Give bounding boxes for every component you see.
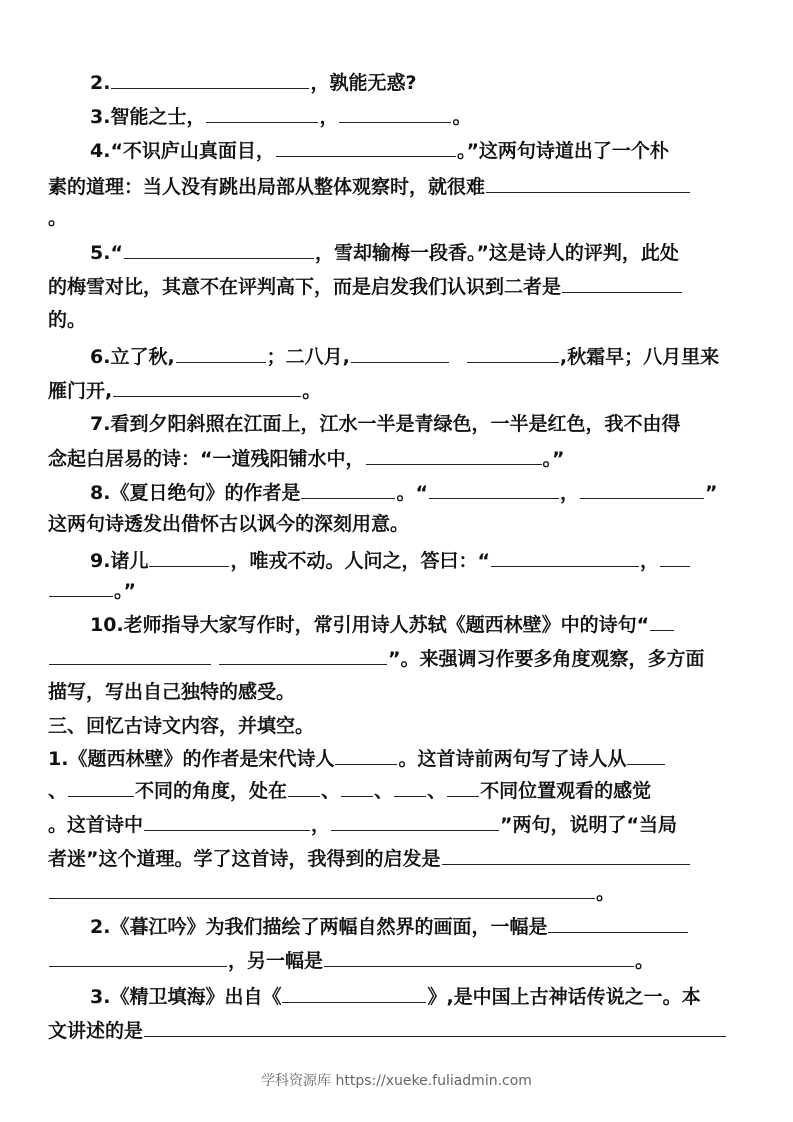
text: ”两句，说明了“当局 [500, 814, 678, 836]
l20 [48, 714, 314, 738]
text: 素的道理：当人没有跳出局部从整体观察时，就很难 [48, 176, 486, 198]
text: 》,是中国上古神话传说之一。本 [427, 986, 701, 1008]
blank[interactable] [176, 344, 266, 363]
blank[interactable] [144, 812, 310, 831]
text: 。 [452, 106, 472, 128]
blank[interactable] [562, 274, 682, 293]
l9 [90, 344, 719, 368]
l1 [90, 70, 416, 94]
text: 3.智能之士， [90, 106, 206, 128]
blank[interactable] [111, 70, 309, 89]
l27 [48, 948, 654, 972]
blank[interactable] [149, 548, 229, 567]
l19 [48, 680, 295, 704]
text: 、 [321, 780, 341, 802]
blank[interactable] [49, 646, 211, 665]
blank[interactable] [486, 174, 690, 193]
text: ，雪却输梅一段香。”这是诗人的评判，此处 [314, 242, 679, 264]
text: ” [704, 482, 718, 504]
text: ，另一幅是 [228, 950, 324, 972]
l22 [48, 778, 651, 802]
blank[interactable] [627, 746, 665, 765]
blank[interactable] [288, 778, 320, 797]
l14 [48, 512, 409, 536]
l29 [48, 1018, 727, 1042]
text: ， [311, 814, 331, 836]
l25 [48, 880, 615, 904]
text: 2.《暮江吟》为我们描绘了两幅自然界的画面，一幅是 [90, 916, 548, 938]
text: 者迷”这个道理。学了这首诗，我得到的启发是 [48, 848, 441, 870]
text: 雁门开, [48, 380, 113, 402]
blank[interactable] [335, 746, 397, 765]
text: 。 [302, 380, 322, 402]
blank[interactable] [219, 646, 387, 665]
blank[interactable] [351, 344, 449, 363]
text: 7.看到夕阳斜照在江面上，江水一半是青绿色，一半是红色，我不由得 [90, 413, 681, 435]
footer: 学科资源库 https://xueke.fuliadmin.com [261, 1073, 532, 1089]
l18 [48, 646, 705, 670]
l5 [48, 206, 67, 230]
blank[interactable] [447, 778, 479, 797]
l2 [90, 104, 471, 128]
text: 的梅雪对比，其意不在评判高下，而是启发我们认识到二者是 [48, 276, 562, 298]
blank[interactable] [650, 612, 674, 631]
blank[interactable] [68, 778, 134, 797]
l10 [48, 378, 321, 402]
text: 6.立了秋, [90, 346, 175, 368]
text: 1.《题西林壁》的作者是宋代诗人 [48, 748, 335, 770]
text: 的。 [48, 309, 87, 331]
text: 三、回忆古诗文内容，并填空。 [48, 715, 315, 737]
blank[interactable] [429, 480, 559, 499]
l6 [90, 240, 679, 264]
l21 [48, 746, 666, 770]
text: 文讲述的是 [48, 1020, 144, 1042]
text: 8.《夏日绝句》的作者是 [90, 482, 301, 504]
blank[interactable] [324, 948, 634, 967]
blank[interactable] [339, 104, 451, 123]
blank[interactable] [394, 778, 426, 797]
l8 [48, 308, 86, 332]
text: ， [319, 106, 339, 128]
text: 3.《精卫填海》出自《 [90, 986, 282, 1008]
blank[interactable] [301, 480, 395, 499]
l28 [90, 984, 701, 1008]
text: 2. [90, 72, 111, 94]
text: ，孰能无惑? [310, 72, 417, 94]
text: 不同的角度，处在 [135, 780, 288, 802]
l16 [48, 578, 136, 602]
text: 、 [374, 780, 394, 802]
text: 。 [596, 882, 616, 904]
text: 、 [427, 780, 447, 802]
blank[interactable] [282, 984, 426, 1003]
blank[interactable] [366, 446, 542, 465]
blank[interactable] [580, 480, 704, 499]
text: 。这首诗前两句写了诗人从 [398, 748, 627, 770]
blank[interactable] [113, 378, 301, 397]
l13 [90, 480, 717, 504]
text: 。” [542, 448, 565, 470]
text: 念起白居易的诗：“一道残阳铺水中， [48, 448, 365, 470]
text: ，唯戎不动。人问之，答曰：“ [230, 550, 490, 572]
blank[interactable] [276, 138, 456, 157]
blank[interactable] [144, 1018, 726, 1037]
blank[interactable] [49, 948, 227, 967]
text: 描写，写出自己独特的感受。 [48, 681, 296, 703]
blank[interactable] [442, 846, 690, 865]
text: 。这首诗中 [48, 814, 144, 836]
text: 、 [48, 780, 68, 802]
text: ， [559, 482, 579, 504]
blank[interactable] [124, 240, 314, 259]
text: 4.“不识庐山真面目， [90, 140, 275, 162]
l11 [90, 412, 680, 436]
text: 5.“ [90, 242, 123, 264]
blank[interactable] [49, 578, 113, 597]
text: 。”这两句诗道出了一个朴 [456, 140, 669, 162]
text: 。“ [396, 482, 428, 504]
text: 不同位置观看的感觉 [480, 780, 652, 802]
blank[interactable] [467, 344, 559, 363]
text: 10.老师指导大家写作时，常引用诗人苏轼《题西林壁》中的诗句“ [90, 614, 650, 636]
l23 [48, 812, 677, 836]
text: 。 [48, 207, 68, 229]
l3 [90, 138, 669, 162]
l15 [90, 548, 691, 572]
text: ,秋霜早；八月里来 [559, 346, 720, 368]
text: ， [639, 550, 659, 572]
blank[interactable] [206, 104, 318, 123]
l24 [48, 846, 691, 870]
text: ”。来强调习作要多角度观察，多方面 [388, 648, 705, 670]
blank[interactable] [491, 548, 639, 567]
text: 。 [635, 950, 655, 972]
l17 [90, 612, 675, 636]
blank[interactable] [548, 914, 688, 933]
text: ；二八月, [266, 346, 350, 368]
blank[interactable] [341, 778, 373, 797]
l4 [48, 174, 691, 198]
blank[interactable] [49, 880, 595, 899]
l26 [90, 914, 689, 938]
text: 这两句诗透发出借怀古以讽今的深刻用意。 [48, 513, 410, 535]
l7 [48, 274, 683, 298]
l12 [48, 446, 565, 470]
blank[interactable] [331, 812, 499, 831]
blank[interactable] [660, 548, 690, 567]
text: 9.诸儿 [90, 550, 149, 572]
text: 。” [114, 580, 136, 602]
